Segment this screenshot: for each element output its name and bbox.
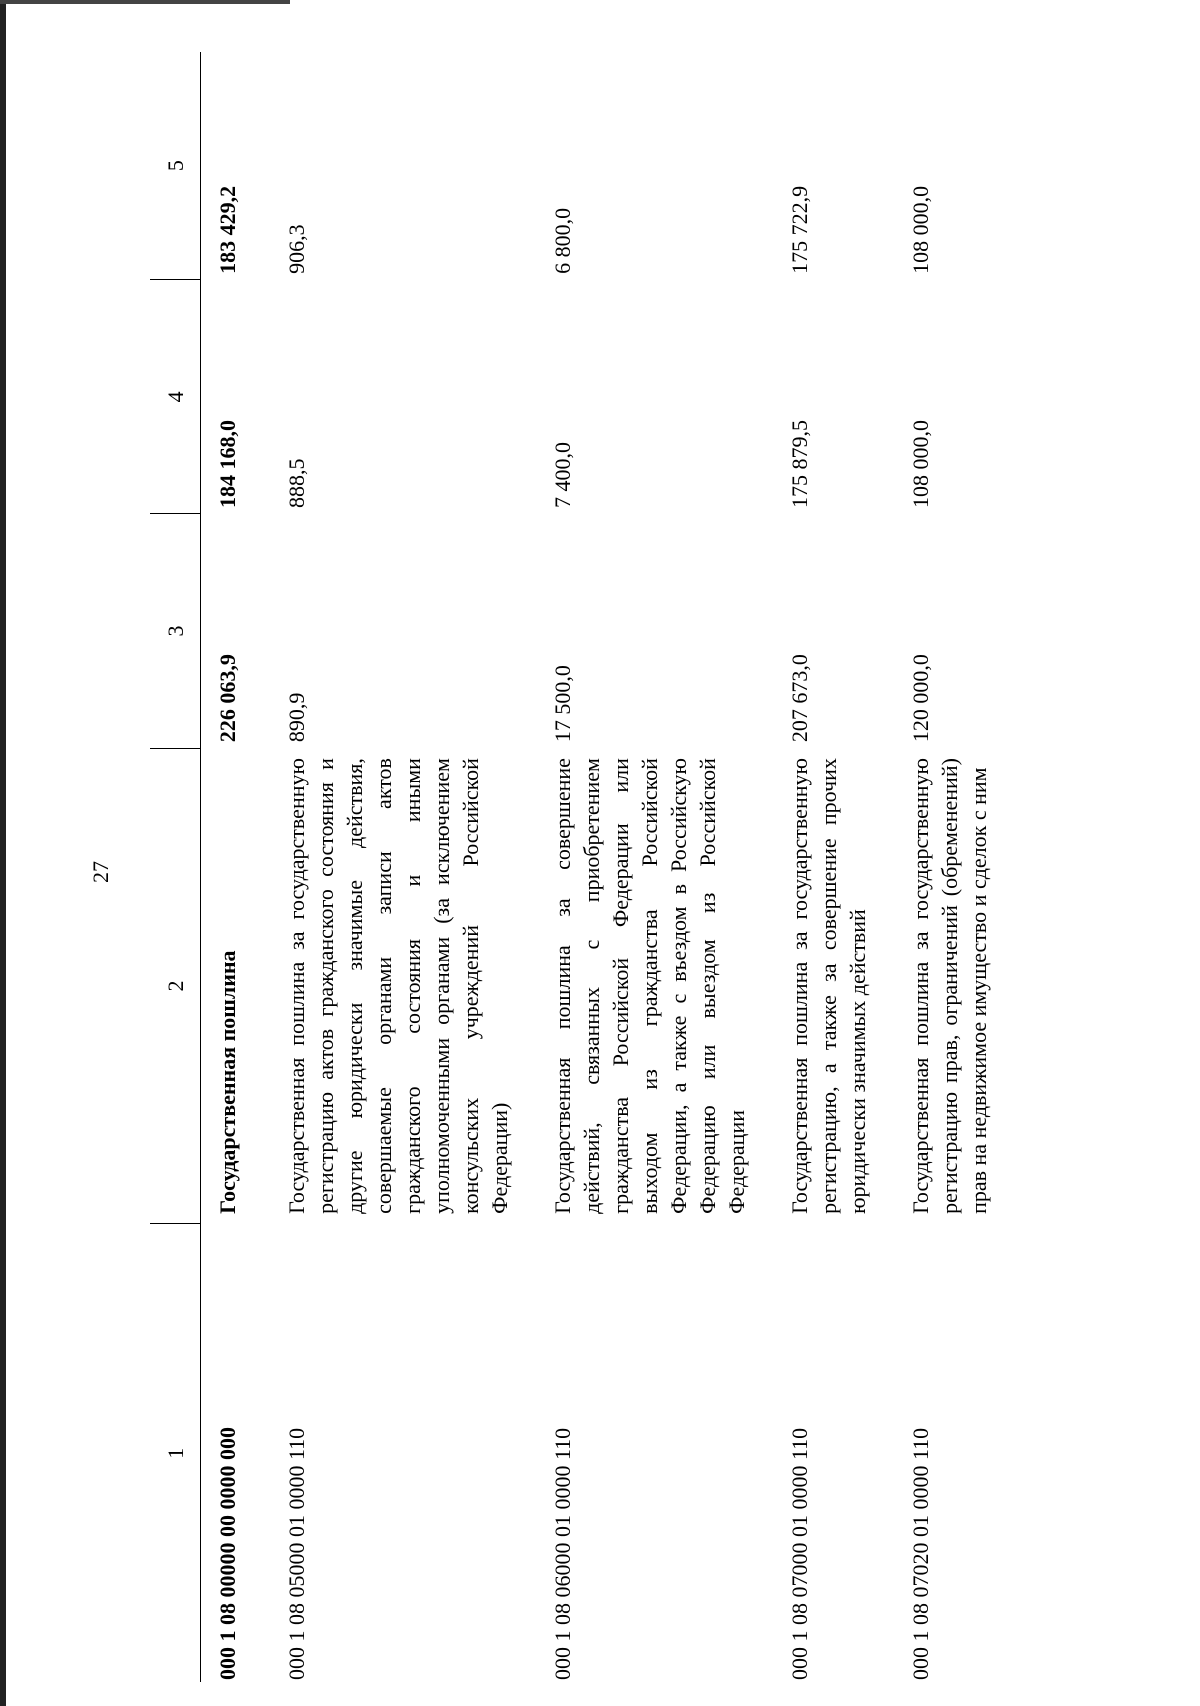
row-value-col5: 183 429,2: [215, 185, 240, 274]
row-name: Государственная пошлина за государственную регистрацию прав, ограничений (обременений) прав на недвижимое имущество и сделок с ним: [908, 758, 991, 1214]
row-value-col5: 108 000,0: [908, 185, 933, 274]
row-value-col4: 888,5: [284, 458, 309, 508]
page-number: 27: [88, 861, 113, 883]
rotated-page: [88, 52, 1050, 1682]
row-name: Государственная пошлина за государственную регистрацию актов гражданского состояния и другие юридически значимые действия, совершаемые органами записи актов гражданского состояния и иными уполномоченными органами (за исключением консульских учреждений Российской Федерации): [284, 758, 512, 1214]
row-value-col4: 175 879,5: [787, 419, 812, 508]
table-row: [538, 52, 775, 1682]
row-name: Государственная пошлина: [215, 950, 240, 1214]
table-body: [201, 52, 1018, 1682]
row-value-col4: 108 000,0: [908, 419, 933, 508]
row-value-col3: 207 673,0: [787, 654, 812, 743]
table-row: [775, 52, 896, 1682]
row-value-col5: 906,3: [284, 224, 309, 274]
header-row: [150, 52, 201, 1682]
header-col-2: 2: [150, 748, 201, 1224]
table-row: [896, 52, 1017, 1682]
header-col-3: 3: [150, 514, 201, 748]
header-col-4: 4: [150, 280, 201, 514]
row-value-col4: 7 400,0: [550, 441, 575, 508]
budget-table: [150, 52, 1017, 1682]
table-row: [272, 52, 538, 1682]
row-code: 000 1 08 05000 01 0000 110: [284, 1427, 309, 1680]
row-value-col3: 17 500,0: [550, 665, 575, 743]
row-value-col5: 175 722,9: [787, 185, 812, 274]
scan-edge-shadow: [0, 0, 6, 1706]
row-value-col3: 890,9: [284, 692, 309, 743]
row-value-col5: 6 800,0: [550, 207, 575, 274]
row-value-col3: 226 063,9: [215, 654, 240, 743]
row-code: 000 1 08 06000 01 0000 110: [550, 1427, 575, 1680]
row-value-col3: 120 000,0: [908, 654, 933, 743]
row-code: 000 1 08 07020 01 0000 110: [908, 1427, 933, 1680]
row-code: 000 1 08 00000 00 0000 000: [215, 1427, 240, 1680]
header-col-1: 1: [150, 1224, 201, 1682]
table-row-total: [201, 52, 273, 1682]
scan-top-edge: [0, 0, 290, 4]
row-name: Государственная пошлина за совершение действий, связанных с приобретением гражданства Российской Федерации или выходом из гражданства Российской Федерации, а также с въездом в Российскую Федерацию или выездом из Российской Федерации: [550, 758, 749, 1214]
table-header: [150, 52, 201, 1682]
row-value-col4: 184 168,0: [215, 419, 240, 508]
row-name: Государственная пошлина за государственную регистрацию, а также за совершение прочих юридически значимых действий: [787, 758, 870, 1214]
row-code: 000 1 08 07000 01 0000 110: [787, 1427, 812, 1680]
header-col-5: 5: [150, 52, 201, 280]
